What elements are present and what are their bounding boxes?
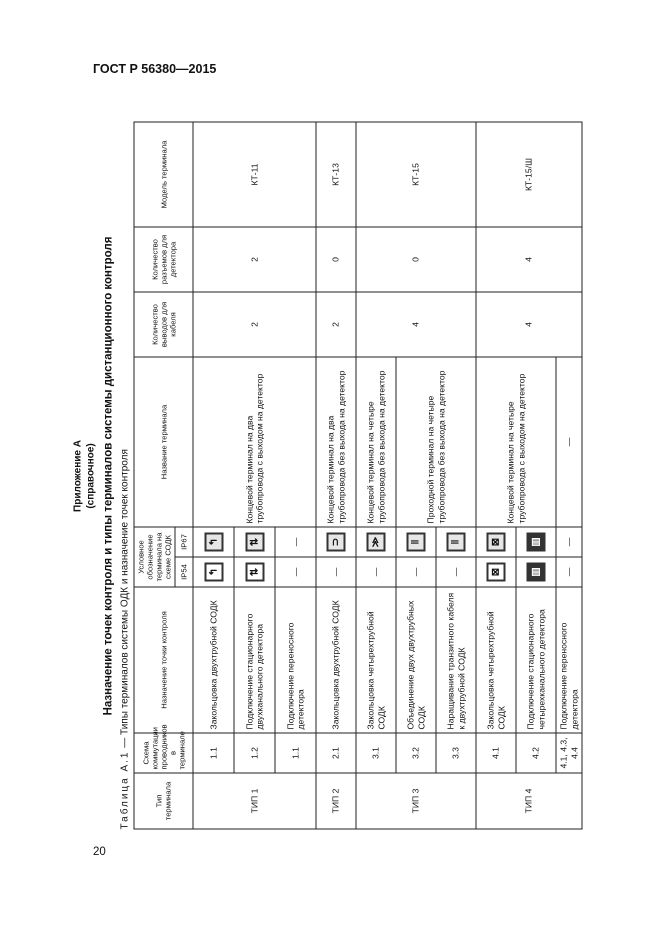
header-ip67: IP67 — [175, 527, 193, 557]
table-caption-prefix: Таблица А.1 — [119, 750, 131, 830]
cell-ip67 — [234, 527, 275, 557]
terminal-types-table — [134, 121, 583, 829]
four-channel-detector-icon: ▥ — [527, 563, 546, 582]
page-number: 20 — [93, 846, 106, 858]
dual-channel-detector-icon: ⇅ — [245, 563, 264, 582]
cell-ip67 — [516, 527, 556, 557]
page-title: Назначение точек контроля и типы терминалов системы дистанционного контроля — [102, 236, 115, 716]
cell-name: Концевой терминал на два трубопровода с выходом на детектор — [193, 357, 316, 527]
cell-model: КТ-15/Ш — [476, 122, 582, 227]
table-row — [193, 122, 234, 829]
cell-cable-outputs: 4 — [476, 292, 582, 357]
cell-type: ТИП 4 — [476, 773, 582, 829]
cell-purpose: Закольцовка двухтрубной СОДК — [193, 587, 234, 733]
cell-scheme: 4.1 — [476, 733, 516, 773]
dual-channel-detector-icon: ⇅ — [245, 533, 264, 552]
cell-ip54 — [516, 557, 556, 587]
cell-ip54: — — [556, 557, 582, 587]
cell-ip67 — [436, 527, 476, 557]
header-ip54: IP54 — [175, 557, 193, 587]
cell-detector-ports: 2 — [193, 227, 316, 292]
cell-purpose: Закольцовка двухтрубной СОДК — [316, 587, 356, 733]
terminal-loop-icon: ↰ — [204, 563, 223, 582]
header-cable-outputs: Количество выводов для кабеля — [134, 292, 193, 357]
cell-ip67: — — [556, 527, 582, 557]
cell-ip67 — [356, 527, 396, 557]
four-pipe-detector-icon: ⊠ — [487, 533, 506, 552]
cell-ip54: — — [316, 557, 356, 587]
cell-detector-ports: 0 — [316, 227, 356, 292]
table-header-row — [134, 122, 175, 829]
cell-scheme: 4.1, 4.3, 4.4 — [556, 733, 582, 773]
rotated-content — [72, 123, 579, 830]
cell-detector-ports: 4 — [476, 227, 582, 292]
pass-through-icon: ‖ — [447, 533, 466, 552]
cell-scheme: 2.1 — [316, 733, 356, 773]
header-name: Название терминала — [134, 357, 193, 527]
cell-purpose: Закольцовка четырехтрубной СОДК — [476, 587, 516, 733]
cell-ip54: — — [436, 557, 476, 587]
four-pipe-loop-icon: ≫ — [367, 533, 386, 552]
cell-cable-outputs: 4 — [356, 292, 476, 357]
cell-type: ТИП 1 — [193, 773, 316, 829]
cell-purpose: Подключение переносного детектора — [556, 587, 582, 733]
cell-ip54: — — [356, 557, 396, 587]
header-model: Модель терминала — [134, 122, 193, 227]
terminal-loop-icon: ↰ — [204, 533, 223, 552]
cell-scheme: 1.2 — [234, 733, 275, 773]
cell-name: — — [556, 357, 582, 527]
cell-purpose: Закольцовка четырехтрубной СОДК — [356, 587, 396, 733]
cell-cable-outputs: 2 — [193, 292, 316, 357]
cell-purpose: Подключение стационарного двухканального детектора — [234, 587, 275, 733]
cell-type: ТИП 2 — [316, 773, 356, 829]
cell-ip67 — [316, 527, 356, 557]
cell-scheme: 3.1 — [356, 733, 396, 773]
cell-scheme: 1.1 — [275, 733, 316, 773]
cell-ip67 — [476, 527, 516, 557]
annex-status: (справочное) — [85, 443, 97, 509]
cell-ip54: — — [275, 557, 316, 587]
annex-title: Приложение А — [72, 440, 84, 512]
cell-model: КТ-11 — [193, 122, 316, 227]
cell-detector-ports: 0 — [356, 227, 476, 292]
cell-ip67: — — [275, 527, 316, 557]
cell-purpose: Подключение переносного детектора — [275, 587, 316, 733]
header-type: Тип терминала — [134, 773, 193, 829]
cell-scheme: 4.2 — [516, 733, 556, 773]
table-caption — [120, 449, 131, 829]
cell-name: Концевой терминал на четыре трубопровода без выхода на детектор — [356, 357, 396, 527]
header-purpose: Назначение точки контроля — [134, 587, 193, 733]
cell-ip54: — — [396, 557, 436, 587]
table-caption-text: — Типы терминалов системы ОДК и назначение точек контроля — [119, 449, 131, 751]
table-row — [316, 122, 356, 829]
cell-scheme: 3.2 — [396, 733, 436, 773]
cell-model: КТ-15 — [356, 122, 476, 227]
cell-model: КТ-13 — [316, 122, 356, 227]
annex-heading — [72, 123, 98, 830]
cell-name: Концевой терминал на два трубопровода без выхода на детектор — [316, 357, 356, 527]
cell-ip67 — [193, 527, 234, 557]
header-detector-ports: Количество разъемов для детектора — [134, 227, 193, 292]
table-row — [356, 122, 396, 829]
header-scheme: Схема коммутации проводников в терминале — [134, 733, 193, 773]
pass-through-icon: ‖ — [407, 533, 426, 552]
four-channel-detector-icon: ▥ — [527, 533, 546, 552]
cell-ip67 — [396, 527, 436, 557]
table-row — [476, 122, 516, 829]
document-header: ГОСТ Р 56380—2015 — [93, 62, 217, 76]
cell-scheme: 3.3 — [436, 733, 476, 773]
cell-type: ТИП 3 — [356, 773, 476, 829]
cell-name: Концевой терминал на четыре трубопровода с выходом на детектор — [476, 357, 556, 527]
terminal-loop-icon: ⊃ — [327, 533, 346, 552]
cell-cable-outputs: 2 — [316, 292, 356, 357]
cell-ip54 — [234, 557, 275, 587]
four-pipe-detector-icon: ⊠ — [487, 563, 506, 582]
cell-ip54 — [193, 557, 234, 587]
cell-purpose: Объединение двух двухтрубных СОДК — [396, 587, 436, 733]
cell-purpose: Подключение стационарного четырехканального детектора — [516, 587, 556, 733]
header-symbol: Условное обозначение терминала на схеме СОДК — [134, 527, 175, 587]
cell-ip54 — [476, 557, 516, 587]
cell-name: Проходной терминал на четыре трубопровода без выхода на детектор — [396, 357, 476, 527]
cell-scheme: 1.1 — [193, 733, 234, 773]
cell-purpose: Наращивание транзитного кабеля к двухтрубной СОДК — [436, 587, 476, 733]
